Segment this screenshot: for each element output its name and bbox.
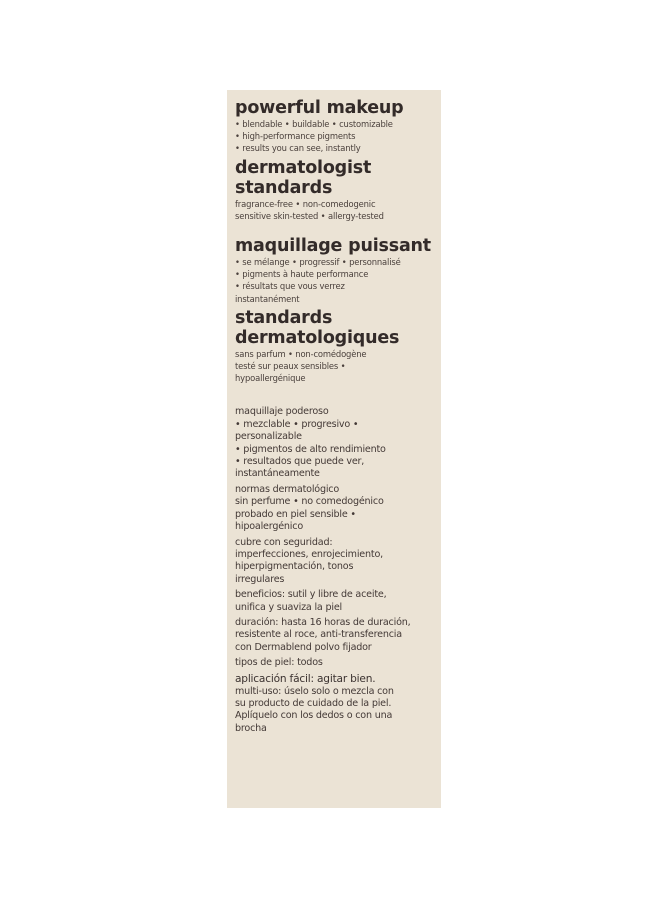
claim-line: sans parfum • non-comédogène	[235, 348, 367, 359]
text-line: cubre con seguridad:	[235, 536, 333, 548]
spanish-block-aplicacion	[235, 673, 441, 736]
text-line: resistente al roce, anti-transferencia	[235, 629, 402, 641]
heading-standards-fr: standards	[235, 307, 333, 328]
french-section	[235, 236, 441, 384]
text-line: unifica y suaviza la piel	[235, 601, 342, 613]
text-line: instantáneamente	[235, 468, 320, 480]
text-line: con Dermablend polvo fijador	[235, 641, 372, 653]
spanish-block-tipos	[235, 657, 441, 669]
text-line: hipoalergénico	[235, 521, 304, 533]
text-line: irregulares	[235, 573, 285, 585]
spanish-block-normas	[235, 484, 441, 534]
text-line: multi-uso: úselo solo o mezcla con	[235, 685, 394, 697]
text-line: sin perfume • no comedogénico	[235, 496, 384, 508]
bullet-line: • pigments à haute performance	[235, 269, 369, 280]
spanish-block-beneficios	[235, 589, 441, 614]
bullet-line: • high-performance pigments	[235, 131, 356, 142]
bullet-line: • se mélange • progressif • personnalisé	[235, 257, 401, 268]
bullet-line: • blendable • buildable • customizable	[235, 119, 393, 129]
spanish-section	[235, 406, 441, 735]
heading-standards: standards	[235, 177, 333, 198]
spanish-block-cubre	[235, 537, 441, 587]
text-line: beneficios: sutil y libre de aceite,	[235, 589, 387, 601]
heading-dermatologiques: dermatologiques	[235, 327, 400, 348]
spanish-block-duracion	[235, 617, 441, 654]
heading-powerful-makeup: powerful makeup	[235, 98, 404, 118]
claim-line: testé sur peaux sensibles •	[235, 361, 346, 372]
text-line: Aplíquelo con los dedos o con una	[235, 710, 393, 722]
text-line: tipos de piel: todos	[235, 657, 323, 669]
text-line: • resultados que puede ver,	[235, 456, 365, 468]
heading-maquillage-puissant: maquillage puissant	[235, 236, 431, 257]
text-line: • mezclable • progresivo •	[235, 418, 359, 430]
text-line: personalizable	[235, 431, 302, 443]
text-line: hiperpigmentación, tonos	[235, 561, 354, 573]
text-line: aplicación fácil: agitar bien.	[235, 672, 376, 685]
spanish-block-maquillaje	[235, 406, 441, 480]
claim-line: fragrance-free • non-comedogenic	[235, 198, 376, 209]
heading-dermatologist: dermatologist	[235, 157, 372, 178]
claim-line: sensitive skin-tested • allergy-tested	[235, 210, 384, 221]
claim-line: hypoallergénique	[235, 373, 306, 384]
english-section	[235, 98, 441, 222]
text-line: duración: hasta 16 horas de duración,	[235, 616, 411, 628]
text-line: su producto de cuidado de la piel.	[235, 697, 392, 709]
bullet-line: instantanément	[235, 293, 300, 304]
bullet-line: • results you can see, instantly	[235, 143, 361, 154]
text-line: brocha	[235, 722, 267, 734]
text-line: normas dermatológico	[235, 483, 340, 495]
bullet-line: • résultats que vous verrez	[235, 281, 345, 292]
text-line: • pigmentos de alto rendimiento	[235, 443, 386, 455]
text-line: maquillaje poderoso	[235, 406, 329, 418]
text-line: probado en piel sensible •	[235, 508, 356, 520]
text-line: imperfecciones, enrojecimiento,	[235, 548, 383, 560]
product-packaging-panel	[227, 90, 441, 808]
